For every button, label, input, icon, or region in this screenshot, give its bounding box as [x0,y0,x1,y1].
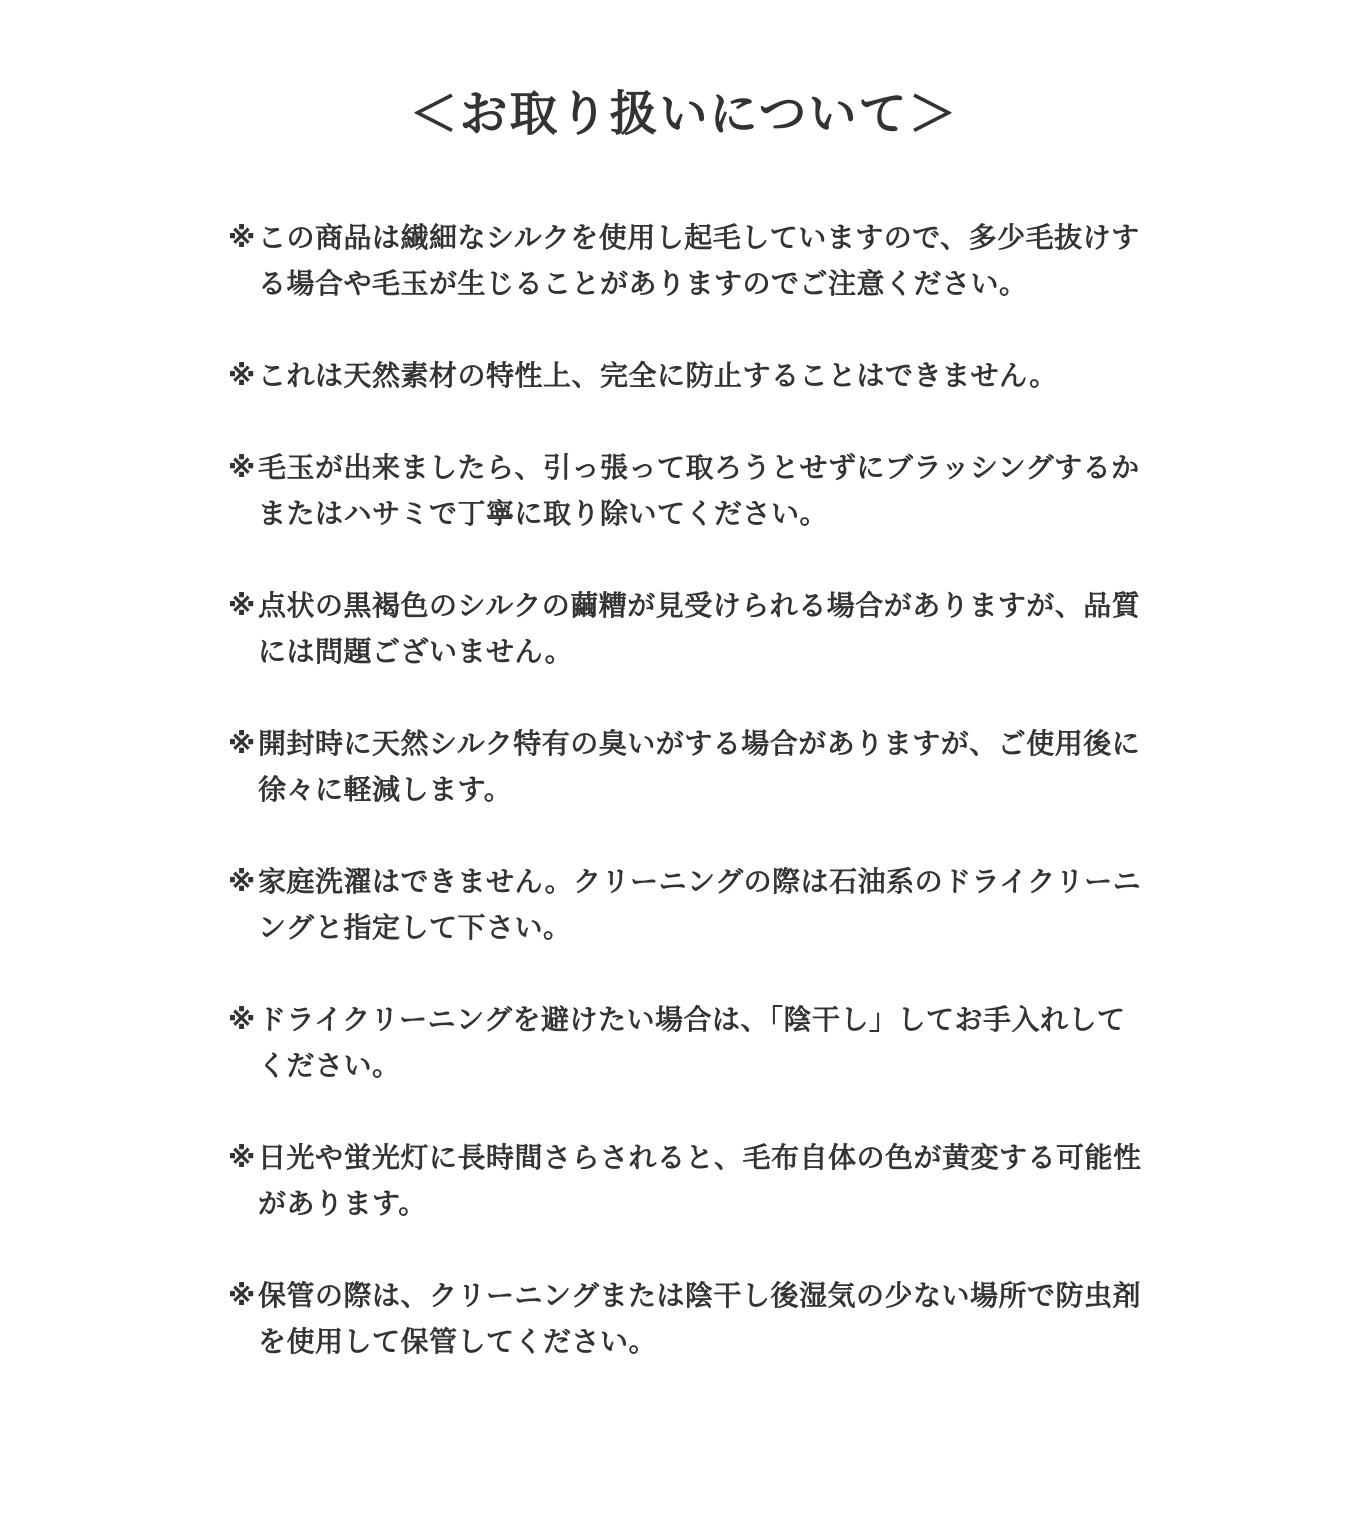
reference-mark: ※ [228,1141,256,1174]
care-note [228,1135,1148,1227]
care-note-text: この商品は繊細なシルクを使用し起毛していますので、多少毛抜けする場合や毛玉が生じることがありますのでご注意ください。 [258,221,1140,300]
care-note-text: これは天然素材の特性上、完全に防止することはできません。 [258,359,1058,392]
reference-mark: ※ [228,451,256,484]
care-note-text: 日光や蛍光灯に長時間さらされると、毛布自体の色が黄変する可能性があります。 [258,1141,1142,1220]
care-note [228,353,1148,399]
care-note [228,997,1148,1089]
reference-mark: ※ [228,1003,256,1036]
reference-mark: ※ [228,727,256,760]
reference-mark: ※ [228,589,256,622]
care-note [228,1273,1148,1365]
reference-mark: ※ [228,359,256,392]
reference-mark: ※ [228,221,256,254]
care-note [228,859,1148,951]
reference-mark: ※ [228,865,256,898]
care-note-text: 点状の黒褐色のシルクの繭糟が見受けられる場合がありますが、品質には問題ございません。 [258,589,1141,668]
reference-mark: ※ [228,1279,256,1312]
care-notes-list [228,215,1148,1411]
care-note-text: 毛玉が出来ましたら、引っ張って取ろうとせずにブラッシングするかまたはハサミで丁寧に取り除いてください。 [258,451,1140,530]
care-note [228,215,1148,307]
care-note-text: 家庭洗濯はできません。クリーニングの際は石油系のドライクリーニングと指定して下さい。 [258,865,1142,944]
page-title: ＜お取り扱いについて＞ [409,86,959,142]
care-note [228,445,1148,537]
care-note-text: 保管の際は、クリーニングまたは陰干し後湿気の少ない場所で防虫剤を使用して保管してください。 [258,1279,1141,1358]
care-note [228,583,1148,675]
care-note [228,721,1148,813]
care-note-text: 開封時に天然シルク特有の臭いがする場合がありますが、ご使用後に徐々に軽減します。 [258,727,1141,806]
care-note-text: ドライクリーニングを避けたい場合は、「陰干し」してお手入れしてください。 [258,1003,1126,1082]
